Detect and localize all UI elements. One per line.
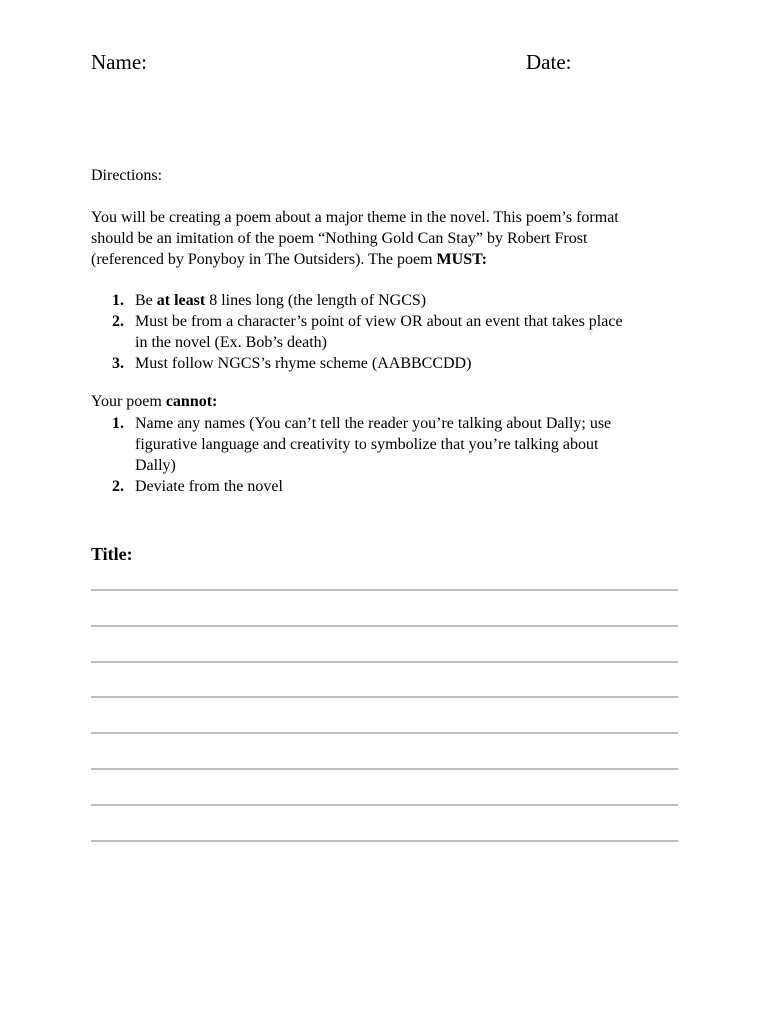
at-least-emphasis: at least bbox=[156, 292, 206, 309]
intro-line: You will be creating a poem about a major theme in the novel. This poem’s format bbox=[91, 209, 619, 226]
list-item bbox=[91, 311, 623, 353]
list-item bbox=[91, 476, 611, 497]
name-field-label: Name: bbox=[91, 50, 147, 74]
list-item bbox=[91, 413, 611, 476]
list-number: 3. bbox=[112, 355, 124, 372]
writing-line bbox=[91, 768, 678, 770]
must-requirements-list bbox=[91, 290, 623, 374]
list-item-text: Must be from a character’s point of view OR about an event that takes place bbox=[135, 313, 623, 330]
cannot-requirements-list bbox=[91, 413, 611, 497]
poem-title-label: Title: bbox=[91, 544, 133, 564]
list-item bbox=[91, 353, 623, 374]
list-number: 1. bbox=[112, 292, 124, 309]
writing-line bbox=[91, 696, 678, 698]
list-item-text: Name any names (You can’t tell the reader you’re talking about Dally; use bbox=[135, 415, 612, 432]
writing-line bbox=[91, 589, 678, 591]
cannot-heading-prefix: Your poem bbox=[91, 393, 166, 410]
list-item-text: in the novel (Ex. Bob’s death) bbox=[135, 334, 327, 351]
list-item-text bbox=[135, 290, 623, 311]
list-item-text: Must follow NGCS’s rhyme scheme (AABBCCDD) bbox=[135, 355, 472, 372]
list-number: 1. bbox=[112, 415, 124, 432]
writing-line bbox=[91, 661, 678, 663]
date-field-label: Date: bbox=[526, 50, 572, 74]
list-item-text: Dally) bbox=[135, 457, 176, 474]
directions-heading: Directions: bbox=[91, 167, 163, 184]
writing-line bbox=[91, 804, 678, 806]
writing-line bbox=[91, 840, 678, 842]
writing-line bbox=[91, 625, 678, 627]
intro-line: should be an imitation of the poem “Nothing Gold Can Stay” by Robert Frost bbox=[91, 230, 588, 247]
must-emphasis: MUST: bbox=[436, 251, 487, 268]
list-item-text-suffix: 8 lines long (the length of NGCS) bbox=[205, 292, 427, 309]
cannot-heading bbox=[91, 392, 217, 412]
directions-intro bbox=[91, 207, 619, 270]
list-item-text-prefix: Be bbox=[135, 292, 157, 309]
intro-line-text: (referenced by Ponyboy in The Outsiders). The poem bbox=[91, 251, 437, 268]
writing-line bbox=[91, 732, 678, 734]
list-item-text: figurative language and creativity to symbolize that you’re talking about bbox=[135, 436, 599, 453]
list-number: 2. bbox=[112, 313, 124, 330]
list-number: 2. bbox=[112, 478, 124, 495]
intro-line bbox=[91, 249, 619, 270]
list-item bbox=[91, 290, 623, 311]
list-item-text: Deviate from the novel bbox=[135, 478, 283, 495]
cannot-emphasis: cannot: bbox=[165, 393, 218, 410]
